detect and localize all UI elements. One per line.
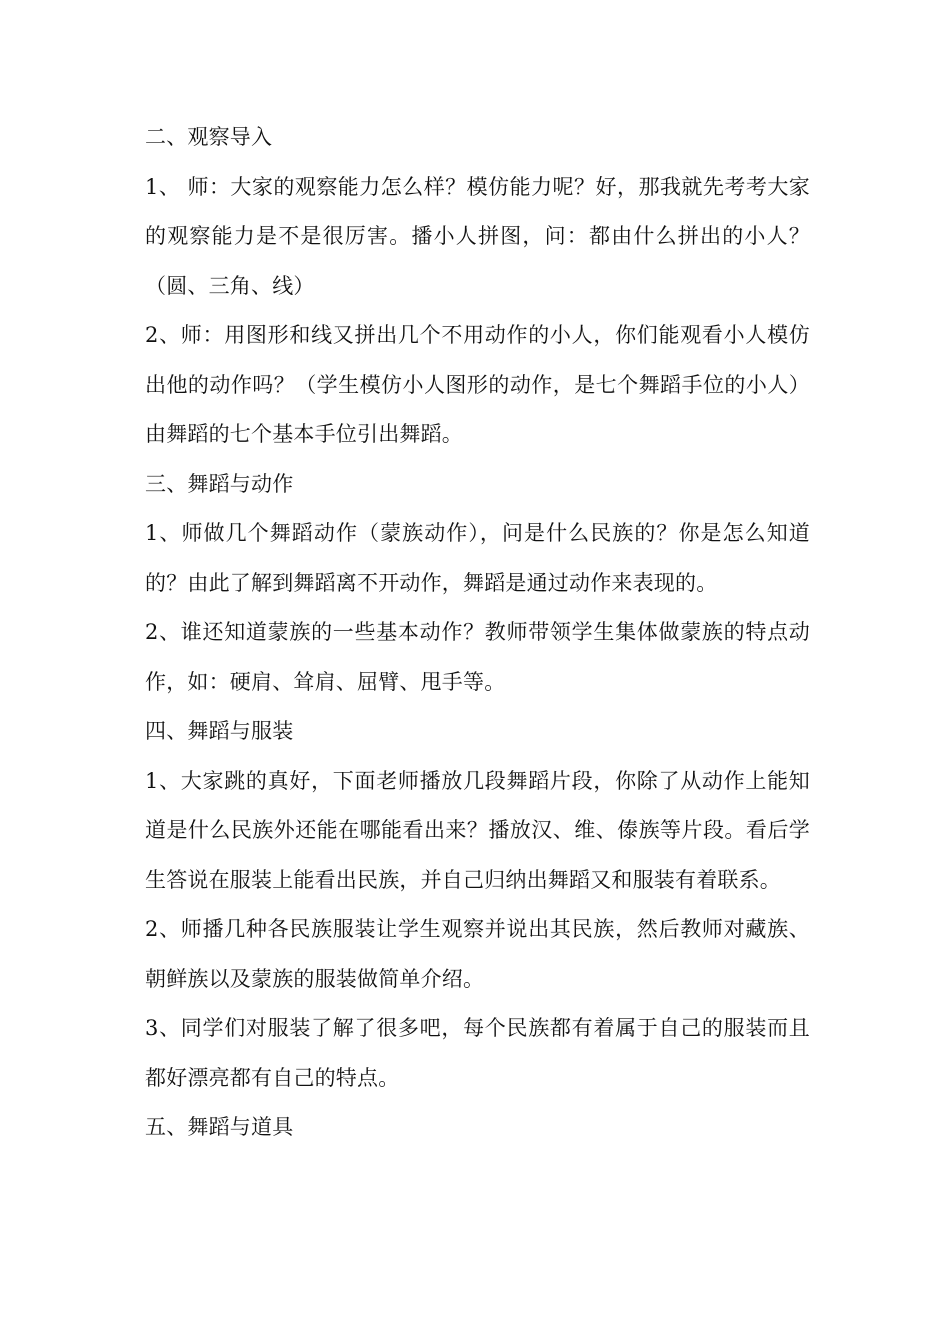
paragraph-costume-1: 1、大家跳的真好，下面老师播放几段舞蹈片段，你除了从动作上能知道是什么民族外还能在哪能看出来？播放汉、维、傣族等片段。看后学生答说在服装上能看出民族，并自己归纳出舞蹈又和服装有着联系。 [145,768,810,892]
paragraph-costume-2: 2、师播几种各民族服装让学生观察并说出其民族，然后教师对藏族、朝鲜族以及蒙族的服装做简单介绍。 [145,917,810,991]
paragraph-costume-3: 3、同学们对服装了解了很多吧，每个民族都有着属于自己的服装而且都好漂亮都有自己的特点。 [145,1016,810,1090]
paragraph-movement-1: 1、师做几个舞蹈动作（蒙族动作），问是什么民族的？你是怎么知道的？由此了解到舞蹈离不开动作，舞蹈是通过动作来表现的。 [145,521,810,595]
section-heading-dance-movement: 三、舞蹈与动作 [145,471,294,496]
document-body [145,113,810,1153]
paragraph-observe-2: 2、师：用图形和线又拼出几个不用动作的小人，你们能观看小人模仿出他的动作吗？（学生模仿小人图形的动作，是七个舞蹈手位的小人）由舞蹈的七个基本手位引出舞蹈。 [145,323,810,446]
paragraph-observe-1: 1、 师：大家的观察能力怎么样？模仿能力呢？好，那我就先考考大家的观察能力是不是很厉害。播小人拼图，问：都由什么拼出的小人？（圆、三角、线） [145,174,810,298]
section-heading-dance-props: 五、舞蹈与道具 [145,1115,294,1139]
section-heading-dance-costume: 四、舞蹈与服装 [145,719,294,743]
section-heading-observe: 二、观察导入 [145,125,273,149]
paragraph-movement-2: 2、谁还知道蒙族的一些基本动作？教师带领学生集体做蒙族的特点动作，如：硬肩、耸肩、屈臂、甩手等。 [145,620,810,694]
